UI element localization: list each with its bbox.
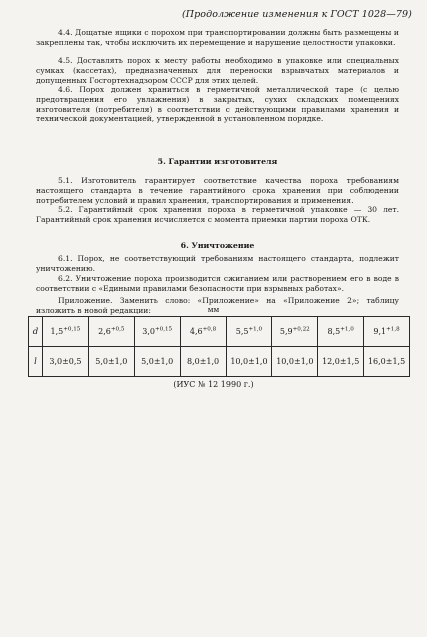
table-cell <box>134 317 180 347</box>
cell-value: 5,5 <box>235 327 249 336</box>
cell-tolerance: +0,15 <box>154 326 173 333</box>
cell-tolerance: +1,8 <box>386 326 400 333</box>
table-cell <box>43 317 89 347</box>
cell-value: 10,0±1,0 <box>230 357 268 366</box>
table-cell <box>226 347 272 377</box>
section-5-title: 5. Гарантии изготовителя <box>157 157 278 166</box>
cell-tolerance: +0,15 <box>63 326 81 333</box>
paragraph-6-2: 6.2. Уничтожение пороха производится сжиганием или растворением его в воде в соответствии с «Едиными правилами безопасности при взрывных работах». <box>36 274 399 293</box>
paragraph-4-6: 4.6. Порох должен храниться в герметичной металлической таре (с целью предотвращения его увлажнения) в закрытых, сухих складских помещениях изготовителя (потребителя) в соответствии с действующими правилами хранения и технической документацией, утвержденной в установленном порядке. <box>36 85 399 124</box>
table-cell <box>88 347 134 377</box>
cell-tolerance: +0,5 <box>110 326 125 333</box>
table-cell <box>180 347 226 377</box>
dimensions-table <box>28 316 410 377</box>
cell-value: 9,1 <box>373 327 387 336</box>
appendix-note: Приложение. Заменить слово: «Приложение» на «Приложение 2»; таблицу изложить в новой редакции: <box>36 296 399 315</box>
cell-tolerance: +1,0 <box>248 326 263 333</box>
document-header: (Продолжение изменения к ГОСТ 1028—79) <box>181 9 412 20</box>
table-cell <box>318 317 364 347</box>
table-cell <box>43 347 89 377</box>
table-cell <box>134 347 180 377</box>
table-cell <box>226 317 272 347</box>
cell-value: 5,0±1,0 <box>95 357 128 366</box>
cell-value: 10,0±1,0 <box>276 357 314 366</box>
paragraph-6-1: 6.1. Порох, не соответствующий требованиям настоящего стандарта, подлежит уничтожению. <box>36 254 399 273</box>
paragraph-5-2: 5.2. Гарантийный срок хранения пороха в герметичной упаковке — 30 лет. Гарантийный срок хранения исчисляется с момента приемки партии пороха ОТК. <box>36 205 399 224</box>
row-label: l <box>29 347 43 377</box>
cell-value: 8,0±1,0 <box>186 357 220 366</box>
section-6-title: 6. Уничтожение <box>180 241 255 250</box>
cell-value: 2,6 <box>98 327 111 336</box>
table-cell <box>318 347 364 377</box>
paragraph-4-5: 4.5. Доставлять порох к месту работы необходимо в упаковке или специальных сумках (кассетах), предназначенных для переноски взрывчатых материалов и допущенных Госгортехнадзором СССР для этих целей. <box>36 56 399 85</box>
table-row <box>29 347 410 377</box>
table-unit: мм <box>207 305 220 314</box>
cell-value: 16,0±1,5 <box>367 357 406 366</box>
cell-value: 1,5 <box>50 327 64 336</box>
paragraph-4-4: 4.4. Дощатые ящики с порохом при транспортировании должны быть размещены и закреплены так, чтобы исключить их перемещение и нарушение целостности упаковки. <box>36 28 399 47</box>
paragraph-5-1: 5.1. Изготовитель гарантирует соответствие качества пороха требованиям настоящего стандарта в течение гарантийного срока хранения при соблюдении потребителем условий и правил хранения, транспортирования и применения. <box>36 176 399 205</box>
cell-value: 4,6 <box>189 327 203 336</box>
cell-tolerance: +0,22 <box>292 326 310 333</box>
cell-tolerance: +0,8 <box>202 326 217 333</box>
cell-tolerance: +1,0 <box>340 326 354 333</box>
table-cell <box>364 347 410 377</box>
cell-value: 5,0±1,0 <box>141 357 174 366</box>
row-label: d <box>29 317 43 347</box>
table-row <box>29 317 410 347</box>
table-cell <box>364 317 410 347</box>
table-cell <box>272 347 318 377</box>
table-cell <box>88 317 134 347</box>
document-footer: (ИУС № 12 1990 г.) <box>173 380 254 389</box>
cell-value: 5,9 <box>279 327 293 336</box>
cell-value: 3,0 <box>142 327 155 336</box>
table-cell <box>272 317 318 347</box>
table-cell <box>180 317 226 347</box>
cell-value: 3,0±0,5 <box>49 357 82 366</box>
cell-value: 8,5 <box>327 327 341 336</box>
cell-value: 12,0±1,5 <box>322 357 360 366</box>
